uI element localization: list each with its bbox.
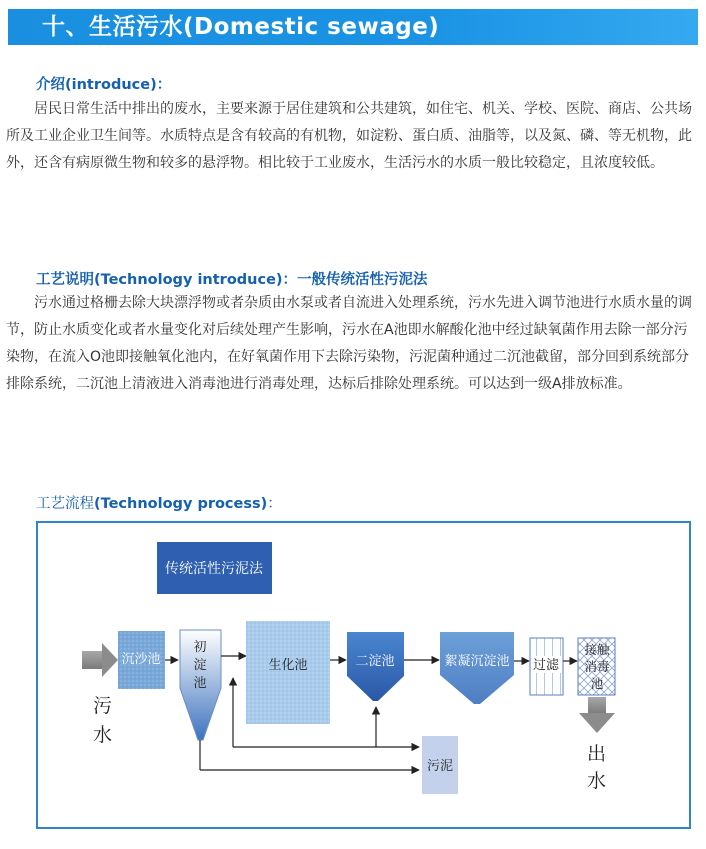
primary-label-3: 池	[193, 676, 207, 691]
secondary-clarifier	[347, 632, 404, 701]
intro-paragraph: 居民日常生活中排出的废水，主要来源于居住建筑和公共建筑，如住宅、机关、学校、医院、商店、公共场所及工业企业卫生间等。水质特点是含有较高的有机物，如淀粉、蛋白质、油脂等，以及氮、磷、等无机物，此外，还含有病原微生物和较多的悬浮物。相比较于工业废水，生活污水的水质一般比较稳定，且浓度较低。	[6, 101, 692, 171]
secondary-clarifier-label: 二淀池	[355, 654, 395, 669]
method-label: 传统活性污泥法	[165, 561, 263, 577]
biochemical-tank	[246, 621, 330, 724]
grit-chamber	[118, 631, 165, 689]
contact-disinfection-tank	[578, 638, 615, 695]
technology-heading: 工艺说明(Technology introduce)：一般传统活性污泥法	[36, 272, 428, 288]
contact-label-3: 池	[590, 676, 604, 691]
outlet-label-2: 水	[587, 770, 607, 792]
process-heading-bold: (Technology process)	[94, 496, 268, 512]
filter-unit	[530, 638, 563, 695]
primary-sedimentation-tank	[180, 630, 221, 740]
method-label-box	[157, 542, 272, 594]
filter-label: 过滤	[532, 658, 560, 673]
sludge-label: 污泥	[426, 759, 454, 774]
primary-label-1: 初	[193, 640, 207, 655]
primary-label-2: 淀	[193, 658, 207, 673]
intro-heading: 介绍(introduce)：	[36, 77, 172, 93]
contact-label-1: 接触	[584, 642, 610, 657]
coag-tank-label: 絮凝沉淀池	[444, 654, 510, 669]
grit-chamber-label: 沉沙池	[121, 652, 161, 667]
outlet-label-1: 出	[587, 743, 607, 765]
process-heading-prefix: 工艺流程	[36, 496, 94, 512]
coagulation-sedimentation-tank	[440, 632, 514, 704]
technology-paragraph: 污水通过格栅去除大块漂浮物或者杂质由水泵或者自流进入处理系统，污水先进入调节池进行水质水量的调节，防止水质变化或者水量变化对后续处理产生影响，污水在A池即水解酸化池中经过缺氧菌作用去除一部分污染物，在流入O池即接触氧化池内，在好氧菌作用下去除污染物，污泥菌种通过二沉池截留，部分回到系统部分排除系统，二沉池上清液进入消毒池进行消毒处理，达标后排除处理系统。可以达到一级A排放标准。	[6, 295, 692, 392]
inlet-label-2: 水	[93, 724, 113, 746]
inlet-arrow	[82, 643, 118, 677]
process-heading-suffix: ：	[267, 496, 282, 512]
inlet-label-1: 污	[93, 695, 113, 717]
contact-label-2: 消毒	[584, 659, 610, 674]
section-title: 十、生活污水(Domestic sewage)	[42, 14, 440, 40]
outlet-arrow	[579, 697, 615, 733]
bio-tank-label: 生化池	[268, 658, 308, 673]
sludge-box	[422, 736, 458, 794]
